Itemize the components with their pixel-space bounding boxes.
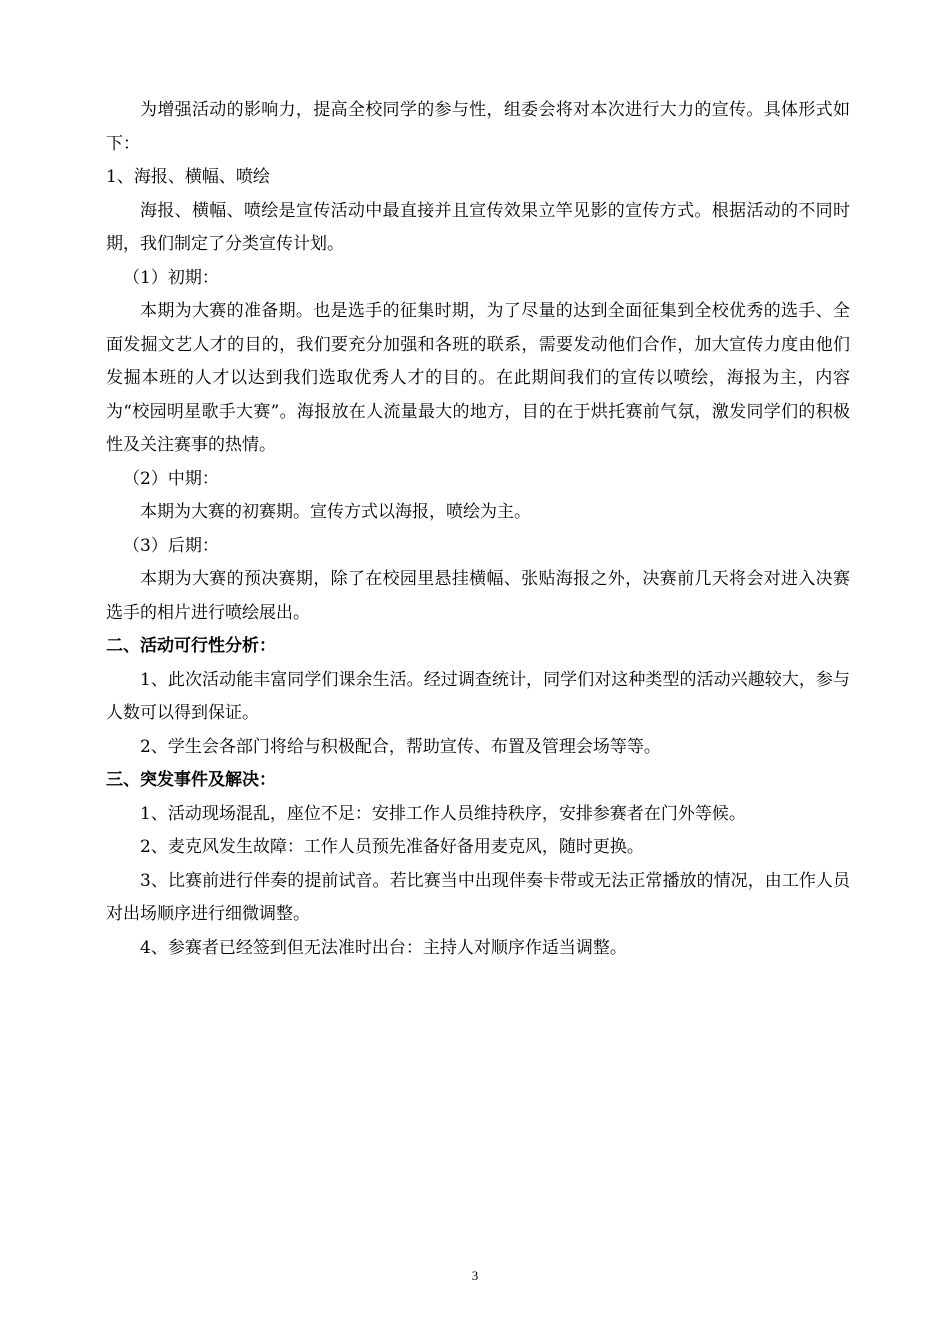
emergency-item-3: 3、比赛前进行伴奏的提前试音。若比赛当中出现伴奏卡带或无法正常播放的情况，由工作人员对出场顺序进行细微调整。 [106, 870, 850, 924]
phase-early-label: （1）初期： [123, 267, 219, 288]
section-heading-feasibility: 二、活动可行性分析： [106, 636, 276, 656]
feasibility-item-2: 2、学生会各部门将给与积极配合，帮助宣传、布置及管理会场等等。 [140, 736, 661, 757]
page-number: 3 [471, 1268, 479, 1283]
emergency-item-2: 2、麦克风发生故障：工作人员预先准备好备用麦克风，随时更换。 [140, 837, 644, 857]
phase-late-paragraph: 本期为大赛的预决赛期，除了在校园里悬挂横幅、张贴海报之外，决赛前几天将会对进入决赛选手的相片进行喷绘展出。 [106, 569, 850, 623]
emergency-item-4: 4、参赛者已经签到但无法准时出台：主持人对顺序作适当调整。 [140, 937, 627, 958]
subsection-poster-banner: 1、海报、横幅、喷绘 [106, 167, 270, 187]
phase-late-label: （3）后期： [123, 535, 219, 556]
section-heading-emergencies: 三、突发事件及解决： [106, 770, 276, 790]
phase-early-paragraph: 本期为大赛的准备期。也是选手的征集时期，为了尽量的达到全面征集到全校优秀的选手、全面发掘文艺人才的目的，我们要充分加强和各班的联系，需要发动他们合作，加大宣传力度由他们发掘本班的人才以达到我们选取优秀人才的目的。在此期间我们的宣传以喷绘，海报为主，内容为“校园明星歌手大赛”。海报放在人流量最大的地方，目的在于烘托赛前气氛，激发同学们的积极性及关注赛事的热情。 [106, 301, 850, 455]
phase-middle-paragraph: 本期为大赛的初赛期。宣传方式以海报，喷绘为主。 [140, 502, 531, 522]
document-body [106, 94, 850, 965]
feasibility-item-1: 1、此次活动能丰富同学们课余生活。经过调查统计，同学们对这种类型的活动兴趣较大，参与人数可以得到保证。 [106, 669, 850, 723]
emergency-item-1: 1、活动现场混乱，座位不足：安排工作人员维持秩序，安排参赛者在门外等候。 [140, 803, 746, 824]
phase-middle-label: （2）中期： [123, 468, 219, 489]
poster-description-paragraph: 海报、横幅、喷绘是宣传活动中最直接并且宣传效果立竿见影的宣传方式。根据活动的不同时期，我们制定了分类宣传计划。 [106, 200, 850, 254]
intro-paragraph: 为增强活动的影响力，提高全校同学的参与性，组委会将对本次进行大力的宣传。具体形式如下： [106, 100, 850, 154]
